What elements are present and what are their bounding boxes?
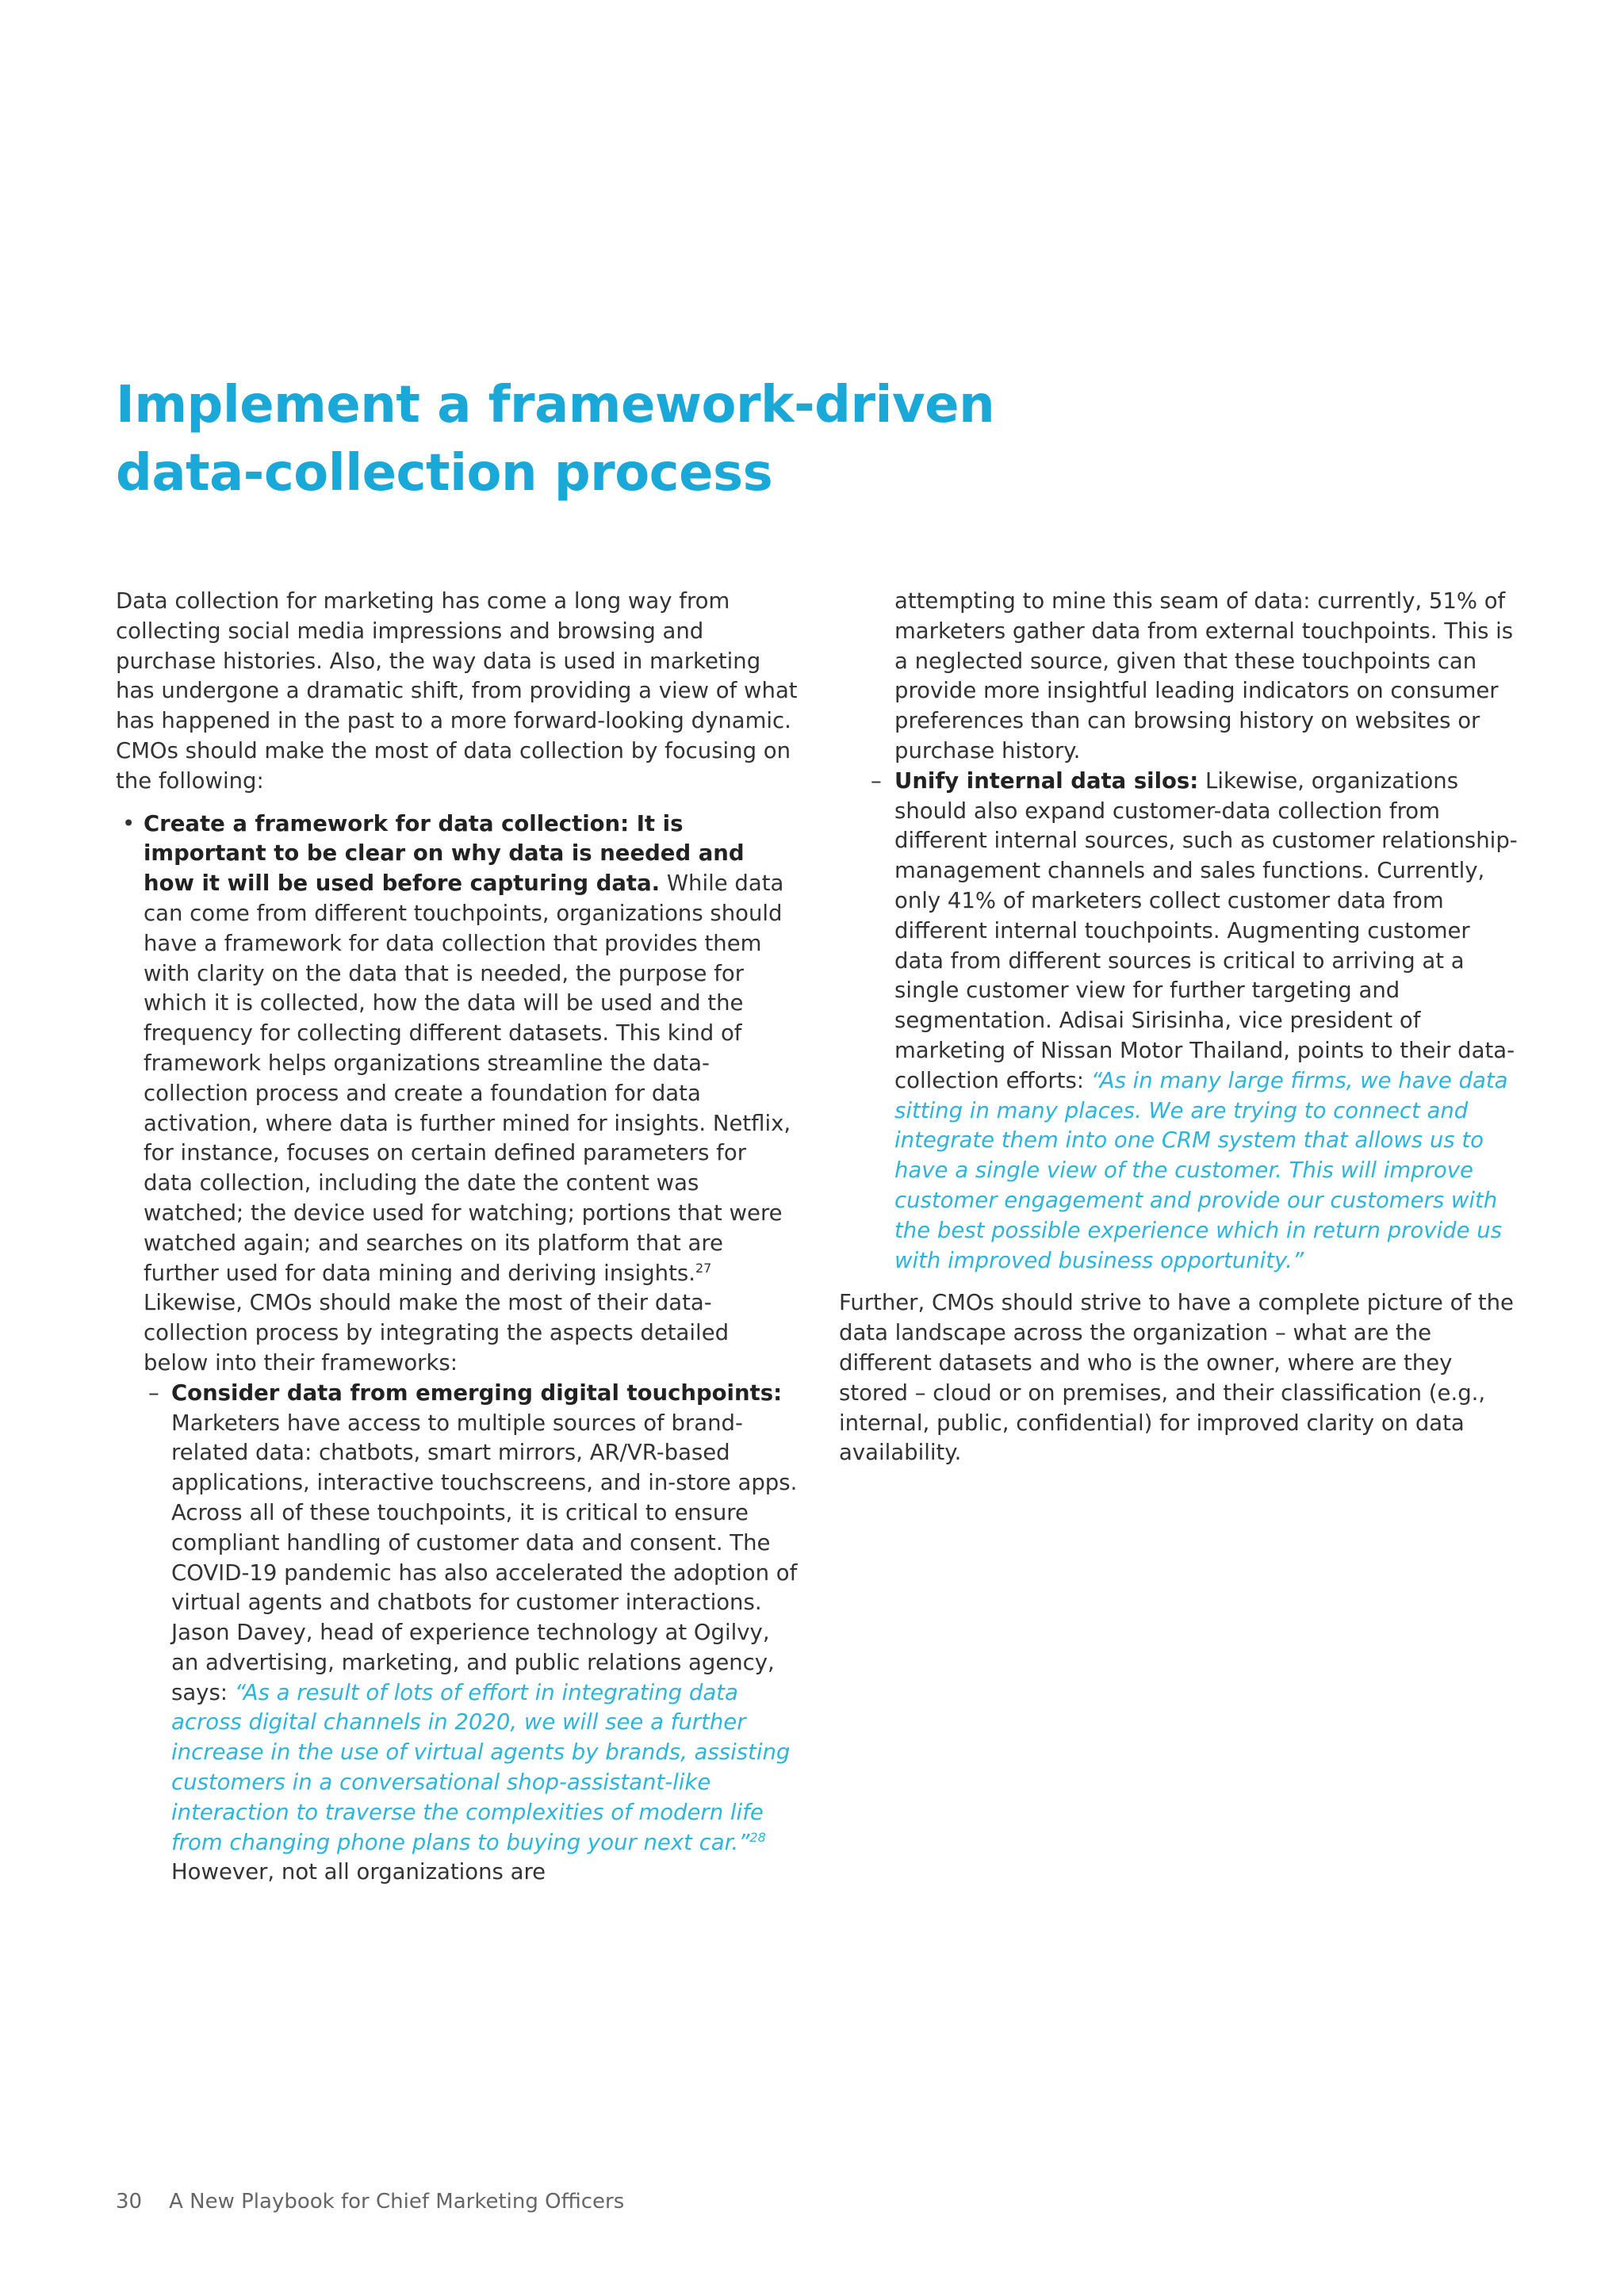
- bullet-heading: Create a framework for data collection: It is important to be clear on why data is needed and how it will be used before capturing data.: [144, 810, 745, 897]
- page-footer: [116, 2190, 624, 2214]
- pull-quote: “As in many large firms, we have data sitting in many places. We are trying to connect and integrate them into one CRM system that allows us to have a single view of the customer. This will improve customer engagement and provide our customers with the best possible experience which in return provide us with improved business opportunity.”: [894, 1067, 1508, 1273]
- bullet-paragraph: [144, 809, 798, 1379]
- sub-heading: Unify internal data silos:: [894, 767, 1199, 794]
- sub-paragraph: [171, 1379, 798, 1888]
- left-column: [116, 587, 798, 1888]
- sub-item-emerging-touchpoints: [144, 1379, 798, 1888]
- continued-paragraph: attempting to mine this seam of data: currently, 51% of marketers gather data from external touchpoints. This is a neglected source, given that these touchpoints can provide more insightful leading indicators on consumer preferences than can browsing history on websites or purchase history.: [894, 588, 1514, 763]
- sub-paragraph: [894, 767, 1521, 1276]
- bullet-body-continued: Likewise, CMOs should make the most of their data-collection process by integrating the aspects detailed below into their frameworks:: [144, 1290, 730, 1376]
- dash-icon: –: [148, 1380, 159, 1406]
- dash-icon: –: [871, 767, 882, 794]
- further-paragraph: Further, CMOs should strive to have a complete picture of the data landscape across the organization – what are the different datasets and who is the owner, where are they stored – cloud or on premises, and their classification (e.g., internal, public, confidential) for improved clarity on data availability.: [839, 1290, 1514, 1466]
- footnote-ref-28: 28: [749, 1829, 766, 1845]
- page-title: Implement a framework-driven data-collection process: [116, 376, 995, 503]
- publication-title: A New Playbook for Chief Marketing Officers: [169, 2190, 625, 2214]
- page-number: 30: [116, 2190, 143, 2214]
- sub-body: Marketers have access to multiple sources of brand-related data: chatbots, smart mirrors, AR/VR-based applications, interactive touchscreens, and in-store apps. Across all of these touchpoints, it is critical to ensure compliant handling of customer data and consent. The COVID-19 pandemic has also accelerated the adoption of virtual agents and chatbots for customer interactions. Jason Davey, head of experience technology at Ogilvy, an advertising, marketing, and public relations agency, says:: [171, 1410, 798, 1705]
- sub-body: Likewise, organizations should also expand customer-data collection from different internal sources, such as customer relationship-management channels and sales functions. Currently, only 41% of marketers collect customer data from different internal touchpoints. Augmenting customer data from different sources is critical to arriving at a single customer view for further targeting and segmentation. Adisai Sirisinha, vice president of marketing of Nissan Motor Thailand, points to their data-collection efforts:: [894, 767, 1518, 1093]
- footnote-ref-27: 27: [695, 1260, 712, 1276]
- sub-item-internal-silos: [839, 767, 1521, 1276]
- sub-body-tail: However, not all organizations are: [171, 1859, 546, 1885]
- pull-quote: “As a result of lots of effort in integrating data across digital channels in 2020, we will see a further increase in the use of virtual agents by brands, assisting customers in a conversational shop-assistant-like interaction to traverse the complexities of modern life from changing phone plans to buying your next car.”: [171, 1679, 791, 1855]
- right-column: [839, 587, 1521, 1468]
- bullet-body: While data can come from different touchpoints, organizations should have a framework for data collection that provides them with clarity on the data that is needed, the purpose for which it is collected, how the data will be used and the frequency for collecting different datasets. This kind of framework helps organizations streamline the data-collection process and create a foundation for data activation, where data is further mined for insights. Netflix, for instance, focuses on certain defined parameters for data collection, including the date the content was watched; the device used for watching; portions that were watched again; and searches on its platform that are further used for data mining and deriving insights.: [144, 871, 791, 1286]
- list-item-framework: [116, 809, 798, 1888]
- sub-heading: Consider data from emerging digital touchpoints:: [171, 1380, 783, 1406]
- bullet-icon: •: [122, 810, 136, 836]
- intro-paragraph: Data collection for marketing has come a long way from collecting social media impressions and browsing and purchase histories. Also, the way data is used in marketing has undergone a dramatic shift, from providing a view of what has happened in the past to a more forward-looking dynamic. CMOs should make the most of data collection by focusing on the following:: [116, 588, 798, 794]
